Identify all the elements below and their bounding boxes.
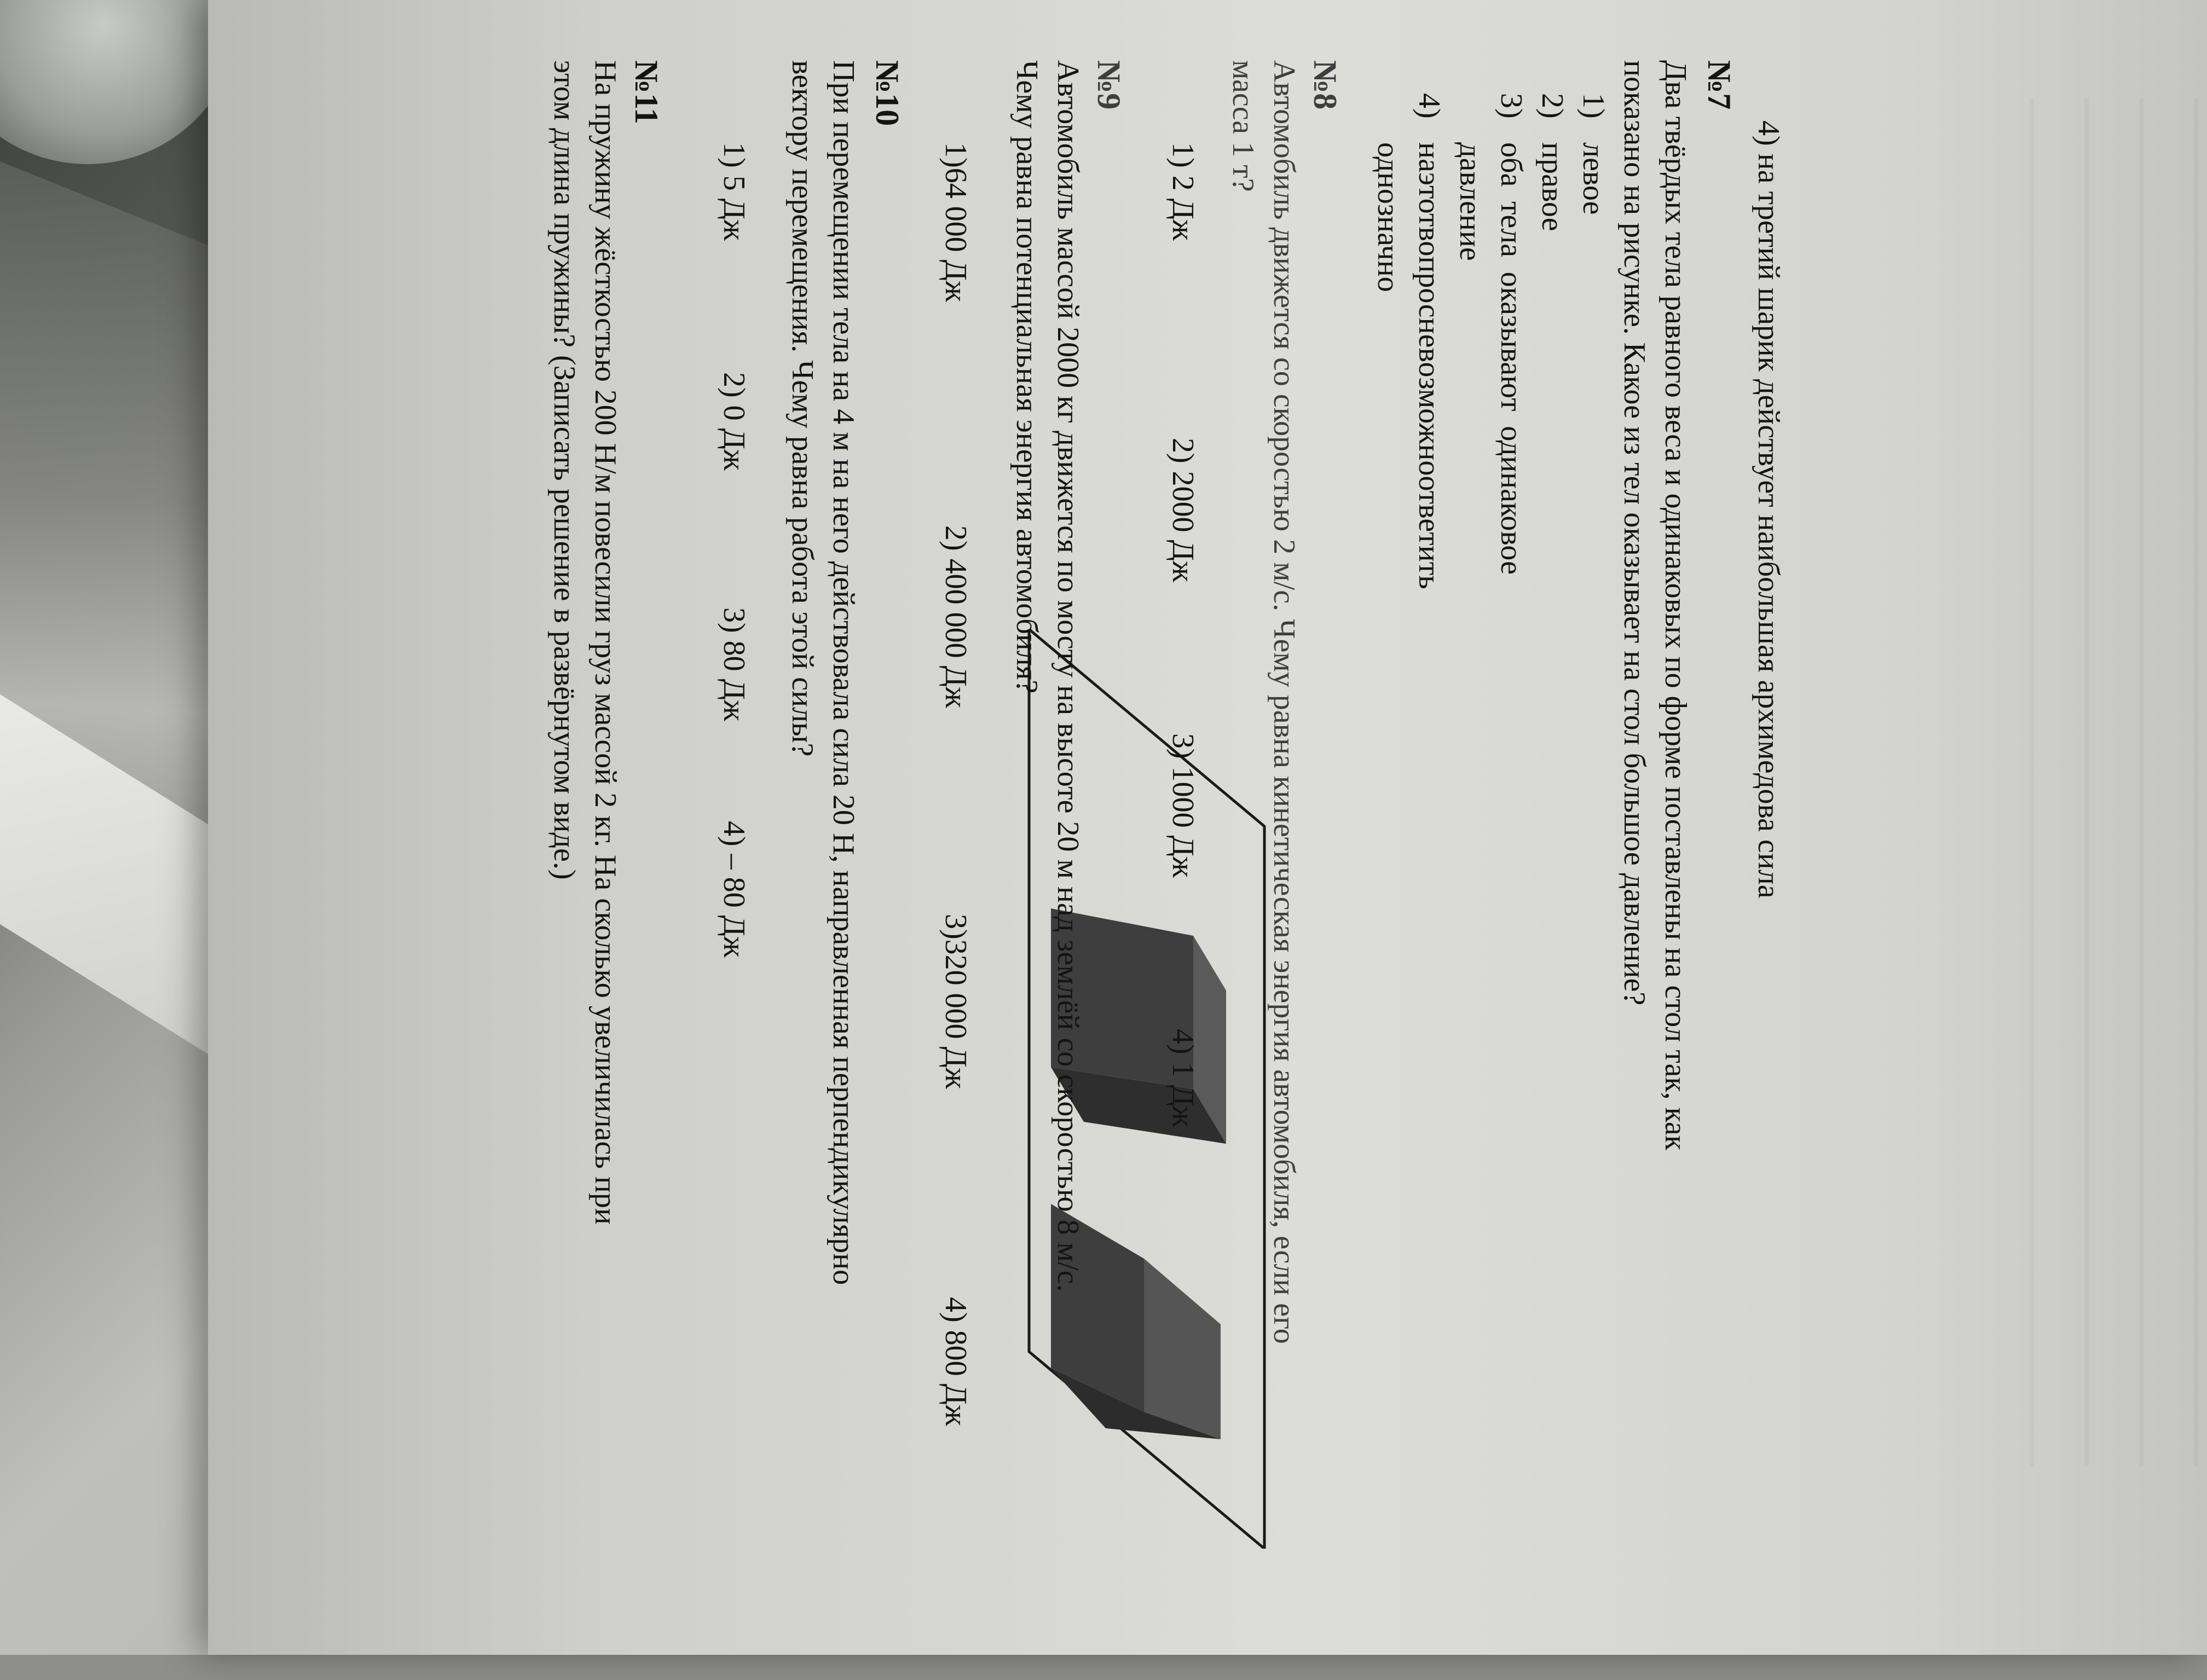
task7-option4-text	[1408, 142, 1451, 589]
task11-question-line2: этом длина пружины? (Записать решение в развёрнутом виде.)	[547, 60, 581, 880]
task8-question-line1: Автомобиль движется со скоростью 2 м/с. Чему равна кинетическая энергия автомобиля, если его	[1267, 60, 1301, 1344]
task7-number: №7	[1701, 60, 1737, 110]
task7-option3-cont: давление	[1453, 142, 1487, 261]
task9-question-line2: Чему равна потенциальная энергия автомобиля?	[1010, 60, 1044, 694]
task7-option3-num: 3)	[1494, 93, 1528, 119]
bleed-through-text	[2003, 99, 2207, 1467]
task10-question-line2: вектору перемещения. Чему равна работа этой силы?	[785, 60, 819, 757]
task8-option3: 3) 1000 Дж	[1166, 733, 1200, 878]
task7-question-line2: показано на рисунке. Какое из тел оказывает на стол большое давление?	[1617, 60, 1651, 1006]
word: тела	[1494, 201, 1528, 258]
task9-option2: 2) 400 000 Дж	[939, 525, 973, 708]
task11-question-line1: На пружину жёсткостью 200 Н/м повесили груз массой 2 кг. На сколько увеличилась при	[588, 60, 622, 1225]
task9-number: №9	[1091, 60, 1127, 110]
word: ответить	[1412, 476, 1446, 589]
word: одинаковое	[1494, 426, 1528, 575]
task10-option3: 3) 80 Дж	[717, 607, 751, 721]
word: этот	[1412, 172, 1446, 227]
task7-question-line1: Два твёрдых тела равного веса и одинаковых по форме поставлены на стол так, как	[1659, 60, 1692, 1150]
task7-option3-text	[1490, 142, 1533, 575]
task7-option1-num: 1)	[1576, 93, 1610, 119]
task8-option1: 1) 2 Дж	[1166, 142, 1200, 241]
word: оказывают	[1494, 271, 1528, 412]
task7-option4-num: 4)	[1412, 93, 1446, 119]
task7-option1-text: левое	[1576, 142, 1610, 215]
word: невозможно	[1412, 317, 1446, 476]
task9-option4: 4) 800 Дж	[939, 1297, 973, 1426]
task9-question-line1: Автомобиль массой 2000 кг движется по мосту на высоте 20 м над землёй со скоростью 8 м/с.	[1051, 60, 1085, 1292]
task10-option1: 1) 5 Дж	[717, 142, 751, 241]
task10-option4: 4) – 80 Дж	[717, 821, 751, 958]
word: вопрос	[1412, 227, 1446, 318]
task7-option2-text: правое	[1535, 142, 1569, 231]
worksheet-content	[317, 60, 1795, 1680]
task8-option4: 4) 1 Дж	[1166, 1029, 1200, 1127]
task7-option4-cont: однозначно	[1371, 142, 1405, 292]
task10-number: №10	[869, 60, 905, 126]
task8-option2: 2) 2000 Дж	[1166, 438, 1200, 582]
task9-option3: 3)320 000 Дж	[939, 914, 973, 1089]
task6-option4: 4) на третий шарик действует наибольшая архимедова сила	[1752, 120, 1786, 899]
word: на	[1412, 142, 1446, 172]
word: оба	[1494, 142, 1528, 187]
task10-option2: 2) 0 Дж	[717, 372, 751, 471]
task7-option2-num: 2)	[1535, 93, 1569, 119]
task11-number: №11	[628, 60, 665, 124]
task8-question-line2: масса 1 т?	[1226, 60, 1260, 192]
task10-question-line1: При перемещении тела на 4 м на него действовала сила 20 Н, направленная перпендикулярно	[827, 60, 860, 1285]
task8-number: №8	[1307, 60, 1343, 110]
task9-option1: 1)64 000 Дж	[939, 142, 973, 302]
